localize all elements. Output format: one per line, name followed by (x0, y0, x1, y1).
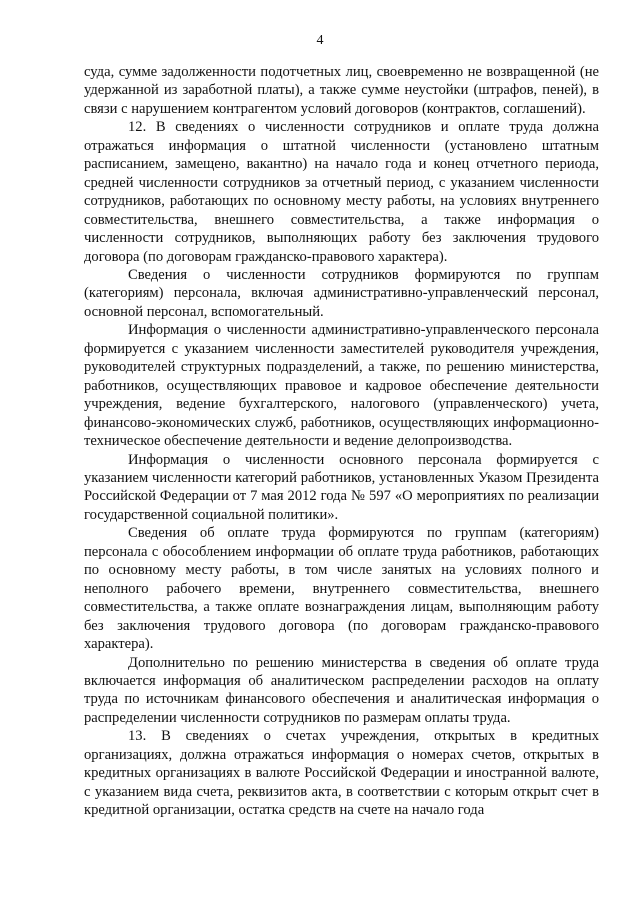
paragraph-continuation: суда, сумме задолженности подотчетных лиц, своевременно не возвращенной (не удержанной из заработной платы), а также сумме неустойки (штрафов, пеней), в связи с нарушением контрагентом условий договоров (контрактов, соглашений). (84, 64, 599, 117)
page-number: 4 (316, 33, 324, 48)
paragraph-staff-groups: Сведения о численности сотрудников формируются по группам (категориям) персонала, включая административно-управленческий персонал, основной персонал, вспомогательный. (84, 266, 599, 320)
document-body (84, 63, 599, 820)
paragraph-payroll: Сведения об оплате труда формируются по группам (категориям) персонала с обособлением информации об оплате труда работников, работающих по основному месту работы, в том числе занятых на условиях полного и неполного рабочего времени, внутреннего совместительства, внешнего совместительства, а также оплате вознаграждения лицам, выполняющим работу без заключения трудового договора (по договорам гражданско-правового характера). (84, 525, 599, 653)
paragraph-main-staff: Информация о численности основного персонала формируется с указанием численности категорий работников, установленных Указом Президента Российской Федерации от 7 мая 2012 года № 597 «О мероприятиях по реализации государственной социальной политики». (84, 451, 599, 523)
paragraph-payroll-additional: Дополнительно по решению министерства в сведения об оплате труда включается информация об аналитическом распределении расходов на оплату труда по источникам финансового обеспечения и аналитическая информация о распределении численности сотрудников по размерам оплаты труда. (84, 654, 599, 726)
paragraph-item-13: 13. В сведениях о счетах учреждения, открытых в кредитных организациях, должна отражаться информация о номерах счетов, открытых в кредитных организациях в валюте Российской Федерации и иностранной валюте, с указанием вида счета, реквизитов акта, в соответствии с которым открыт счет в кредитной организации, остатка средств на счете на начало года (84, 728, 599, 819)
paragraph-item-12: 12. В сведениях о численности сотрудников и оплате труда должна отражаться информация о штатной численности (установлено штатным расписанием, замещено, вакантно) на начало года и конец отчетного периода, средней численности сотрудников за отчетный период, с указанием численности сотрудников, работающих по основному месту работы, на условиях внутреннего совместительства, внешнего совместительства, а также информация о численности сотрудников, выполняющих работу без заключения трудового договора (по договорам гражданско-правового характера). (84, 119, 599, 265)
paragraph-admin-staff: Информация о численности административно-управленческого персонала формируется с указанием численности заместителей руководителя учреждения, руководителей структурных подразделений, а также, по решению министерства, работников, осуществляющих правовое и кадровое обеспечение деятельности учреждения, ведение бухгалтерского, налогового (управленческого) учета, финансово-экономических служб, работников, осуществляющих информационно-техническое обеспечение деятельности и ведение делопроизводства. (84, 322, 599, 450)
